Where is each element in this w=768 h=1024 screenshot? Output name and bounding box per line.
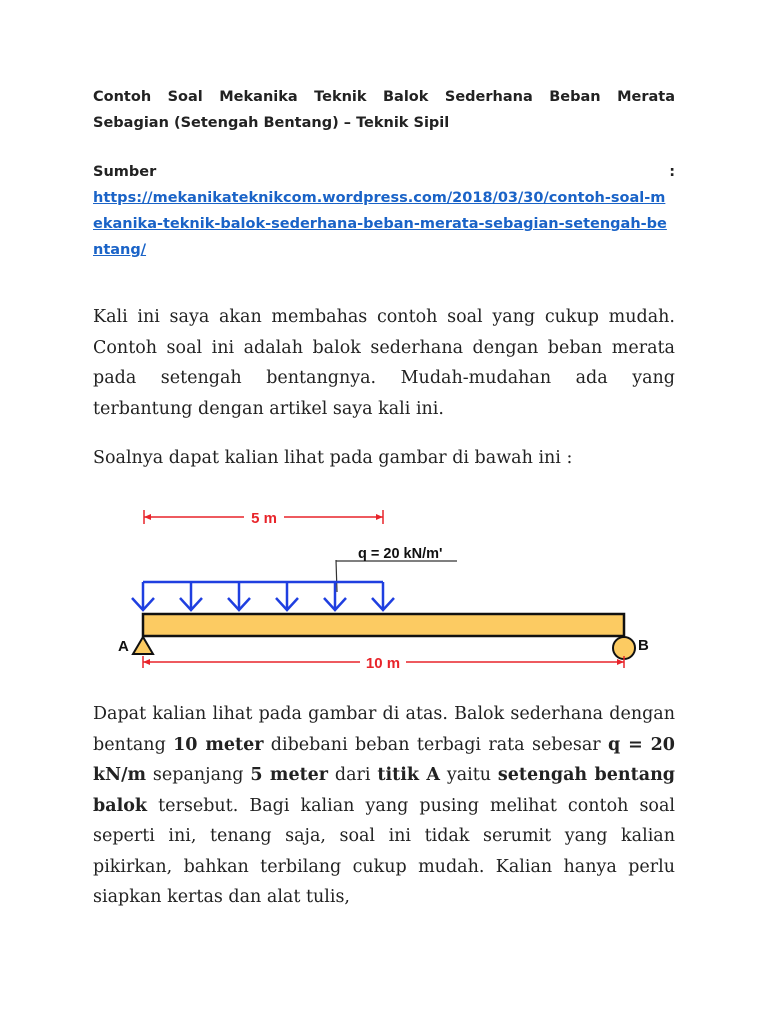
span-label: 10 m [365, 655, 401, 672]
source-row [93, 159, 675, 185]
span-dimension [143, 653, 624, 672]
load-arrow [276, 582, 298, 610]
paragraph-figure-intro: Soalnya dapat kalian lihat pada gambar di bawah ini : [93, 448, 573, 468]
desc-bold-length: 5 meter [250, 765, 329, 785]
paragraph-description [93, 699, 675, 913]
desc-bold-span: 10 meter [173, 734, 264, 755]
load-label: q = 20 kN/m' [358, 546, 443, 562]
article-title: Contoh Soal Mekanika Teknik Balok Sederhana Beban Merata Sebagian (Setengah Bentang) – Teknik Sipil [93, 89, 675, 131]
load-arrow [228, 582, 250, 610]
beam-diagram [110, 500, 670, 680]
paragraph-intro: Kali ini saya akan membahas contoh soal yang cukup mudah. Contoh soal ini adalah balok sederhana dengan beban merata pada setengah bentangnya. Mudah-mudahan ada yang terbantung dengan artikel saya kali ini. [93, 307, 675, 419]
desc-text-6: tersebut. Bagi kalian yang pusing melihat contoh soal seperti ini, tenang saja, soal ini tidak serumit yang kalian pikirkan, bahkan terbilang cukup mudah. Kalian hanya perlu siapkan kertas dan alat tulis, [93, 795, 675, 907]
desc-bold-point: titik A [377, 765, 440, 785]
source-link[interactable]: https://mekanikateknikcom.wordpress.com/2018/03/30/contoh-soal-mekanika-teknik-balok-sederhana-beban-merata-sebagian-setengah-bentang/ [93, 190, 667, 258]
distributed-load [132, 582, 394, 610]
load-arrow [324, 582, 346, 610]
load-length-label: 5 m [251, 510, 277, 527]
desc-text-4: dari [328, 765, 378, 785]
load-arrow [132, 582, 154, 610]
pin-support-a [133, 637, 153, 654]
source-block [93, 159, 675, 263]
desc-text-2: dibebani beban terbagi rata sebesar [263, 734, 608, 755]
desc-text-1: Dapat kalian lihat pada gambar di atas. Balok sederhana dengan bentang [93, 704, 675, 755]
source-label: Sumber [93, 164, 157, 180]
desc-text-3: sepanjang [146, 765, 251, 785]
load-label-group [336, 546, 457, 592]
desc-bold-half-span: setengah bentang balok [93, 765, 676, 816]
support-a-label: A [118, 638, 129, 655]
load-length-dimension [144, 508, 383, 527]
roller-support-b [613, 637, 635, 659]
beam [143, 614, 624, 636]
desc-bold-load: q = 20 kN/m [93, 734, 675, 785]
load-arrow [180, 582, 202, 610]
source-colon: : [669, 164, 675, 180]
desc-text-5: yaitu [439, 765, 498, 785]
support-b-label: B [638, 637, 649, 654]
load-arrow [372, 582, 394, 610]
